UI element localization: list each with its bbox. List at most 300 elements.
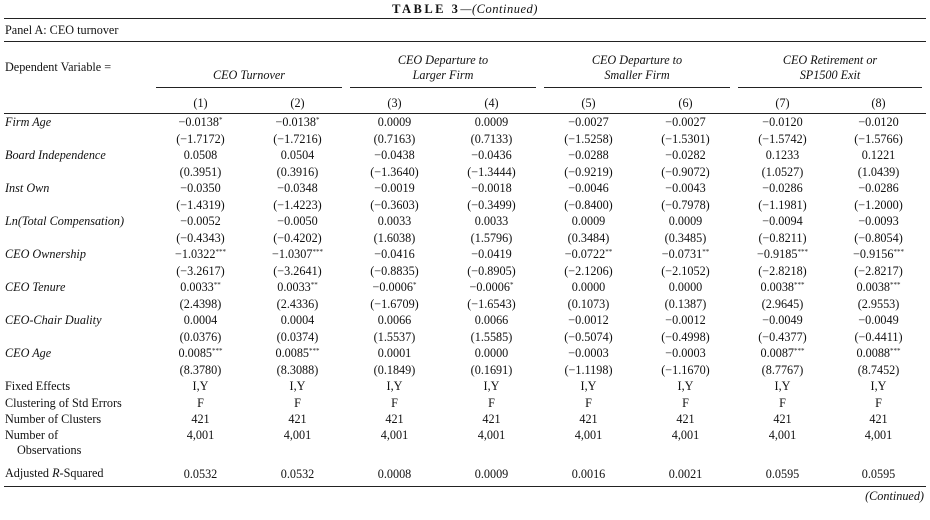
- stat-value: 421: [385, 412, 404, 426]
- coefficient-value: −0.0731: [661, 247, 703, 261]
- coefficient-cell: [637, 312, 734, 329]
- column-number: (7): [734, 93, 831, 114]
- coefficient-cell: [831, 147, 926, 164]
- coefficient-cell: [249, 279, 346, 296]
- stat-label-text: Number of Clusters: [5, 412, 102, 426]
- coefficient-cell: [249, 114, 346, 131]
- coefficient-value: 0.0033: [377, 214, 412, 228]
- stat-value: 421: [191, 412, 210, 426]
- stat-label-line-2: Observations: [17, 442, 82, 457]
- stat-value: F: [779, 395, 786, 410]
- t-statistic-cell: (−1.1981): [758, 197, 807, 212]
- coefficient-value: −0.0286: [762, 181, 803, 195]
- t-statistic-cell: (−0.4377): [758, 329, 807, 344]
- coefficient-cell: [346, 114, 443, 131]
- t-statistic-cell: (−0.3603): [370, 197, 419, 212]
- stat-value: F: [197, 395, 204, 410]
- table-body: [4, 114, 926, 487]
- coefficient-value: 0.0000: [668, 280, 703, 294]
- t-statistic-cell: (−0.5074): [564, 329, 613, 344]
- t-statistic-cell: (−2.8218): [758, 263, 807, 278]
- coefficient-cell: [637, 213, 734, 230]
- t-statistic-cell: (−1.5742): [758, 131, 807, 146]
- t-statistic-cell: (−1.7172): [176, 131, 225, 146]
- t-stat-blank: [4, 362, 152, 379]
- coefficient-cell: [831, 180, 926, 197]
- t-statistic-cell: (0.3916): [276, 164, 319, 179]
- stat-value: 4,001: [283, 427, 312, 442]
- coefficient-value: −0.9185: [757, 247, 798, 261]
- stat-value: I,Y: [580, 379, 597, 393]
- table-row: [4, 279, 926, 296]
- variable-name: CEO Ownership: [5, 247, 86, 261]
- t-stat-blank: [4, 197, 152, 214]
- coefficient-cell: [540, 345, 637, 362]
- column-group-line-2: Smaller Firm: [604, 68, 670, 82]
- coefficient-cell: [346, 213, 443, 230]
- stats-row: [4, 395, 926, 412]
- significance-stars: **: [213, 281, 221, 289]
- coefficient-value: −0.0438: [374, 148, 415, 162]
- t-statistic-cell: (−0.4998): [661, 329, 710, 344]
- variable-name: Inst Own: [5, 181, 50, 195]
- coefficient-cell: [540, 246, 637, 263]
- coefficient-cell: [443, 180, 540, 197]
- t-statistic-cell: (0.3484): [567, 230, 610, 245]
- stat-label-text: Adjusted: [5, 466, 50, 481]
- stat-value: 4,001: [671, 427, 700, 442]
- t-statistic-cell: (−0.8905): [467, 263, 516, 278]
- t-statistic-cell: (−2.1052): [661, 263, 710, 278]
- coefficient-cell: [734, 114, 831, 131]
- column-group-line-1: CEO Retirement or: [782, 53, 878, 67]
- t-statistic-cell: (−1.6709): [370, 296, 419, 311]
- coefficient-value: −0.0052: [180, 214, 221, 228]
- column-group-4: [734, 42, 926, 93]
- coefficient-value: 0.1233: [765, 148, 800, 162]
- table-row: [4, 246, 926, 263]
- coefficient-cell: [734, 213, 831, 230]
- stats-row: [4, 378, 926, 395]
- coefficient-cell: [637, 114, 734, 131]
- stat-value: F: [391, 395, 398, 410]
- coefficient-value: 0.0001: [377, 346, 412, 360]
- significance-stars: ***: [890, 347, 901, 355]
- stats-row: [4, 428, 926, 462]
- column-number: (2): [249, 93, 346, 114]
- coefficient-cell: [249, 147, 346, 164]
- t-statistic-cell: (2.9645): [761, 296, 804, 311]
- t-statistic-cell: (2.9553): [857, 296, 900, 311]
- column-number-blank: [4, 93, 152, 114]
- t-statistic-cell: (−0.8400): [564, 197, 613, 212]
- t-statistic-cell: (1.6038): [373, 230, 416, 245]
- coefficient-value: −1.0322: [175, 247, 216, 261]
- coefficient-value: −0.0012: [665, 313, 706, 327]
- column-group-1: [152, 42, 346, 93]
- coefficient-cell: [152, 345, 249, 362]
- coefficient-cell: [152, 114, 249, 131]
- stat-value: F: [682, 395, 689, 410]
- column-group-2: [346, 42, 540, 93]
- t-stat-blank: [4, 230, 152, 247]
- significance-stars: ***: [212, 347, 223, 355]
- coefficient-value: 0.0038: [856, 280, 891, 294]
- t-statistic-cell: (1.5537): [373, 329, 416, 344]
- column-group-label: [544, 53, 730, 88]
- coefficient-value: 0.0000: [571, 280, 606, 294]
- t-statistic-cell: (−1.4223): [273, 197, 322, 212]
- stat-value: F: [585, 395, 592, 410]
- t-statistic-cell: (−1.5258): [564, 131, 613, 146]
- coefficient-cell: [734, 246, 831, 263]
- t-statistic-cell: (8.7452): [857, 362, 900, 377]
- t-statistic-cell: (−0.8835): [370, 263, 419, 278]
- t-statistic-cell: (0.0374): [276, 329, 319, 344]
- column-group-line-2: SP1500 Exit: [799, 68, 861, 82]
- stat-value: I,Y: [677, 379, 694, 393]
- stat-value: 4,001: [186, 427, 215, 442]
- coefficient-value: −1.0307: [272, 247, 313, 261]
- table-row: [4, 213, 926, 230]
- coefficient-cell: [346, 180, 443, 197]
- coefficient-cell: [637, 180, 734, 197]
- column-number: (1): [152, 93, 249, 114]
- coefficient-value: 0.0038: [760, 280, 794, 294]
- column-number: (3): [346, 93, 443, 114]
- coefficient-value: −0.0027: [568, 115, 609, 129]
- coefficient-value: −0.0049: [858, 313, 899, 327]
- t-statistic-cell: (0.3485): [664, 230, 707, 245]
- coefficient-value: −0.0003: [665, 346, 706, 360]
- stat-value: 4,001: [380, 427, 409, 442]
- t-statistic-cell: (−0.8054): [854, 230, 903, 245]
- coefficient-cell: [443, 147, 540, 164]
- coefficient-value: 0.0504: [280, 148, 315, 162]
- t-statistic-cell: (−1.5301): [661, 131, 710, 146]
- t-statistic-cell: (−0.9072): [661, 164, 710, 179]
- t-statistic-cell: (−0.7978): [661, 197, 710, 212]
- coefficient-cell: [443, 312, 540, 329]
- coefficient-value: −0.0120: [858, 115, 899, 129]
- stat-value: I,Y: [483, 379, 500, 393]
- stat-value: 0.0532: [152, 462, 249, 487]
- stat-value: I,Y: [774, 379, 791, 393]
- t-statistic-cell: (−1.5766): [854, 131, 903, 146]
- significance-stars: **: [310, 281, 318, 289]
- column-number: (4): [443, 93, 540, 114]
- coefficient-value: 0.0004: [280, 313, 315, 327]
- table-row: [4, 180, 926, 197]
- variable-name: CEO Age: [5, 346, 52, 360]
- table-row: [4, 114, 926, 131]
- coefficient-value: 0.0009: [668, 214, 703, 228]
- t-statistic-cell: (−2.1206): [564, 263, 613, 278]
- coefficient-value: −0.0019: [374, 181, 415, 195]
- t-stat-blank: [4, 164, 152, 181]
- t-statistic-cell: (2.4336): [276, 296, 319, 311]
- coefficient-cell: [249, 180, 346, 197]
- coefficient-cell: [831, 279, 926, 296]
- significance-stars: ***: [794, 347, 805, 355]
- t-statistic-cell: (0.7133): [470, 131, 513, 146]
- variable-name: Ln(Total Compensation): [5, 214, 125, 228]
- stat-label: [4, 411, 152, 428]
- column-number-row: [4, 93, 926, 114]
- coefficient-cell: [152, 246, 249, 263]
- t-statistic-cell: (8.3780): [179, 362, 222, 377]
- t-statistic-cell: (0.1387): [664, 296, 707, 311]
- coefficient-value: 0.0009: [474, 115, 509, 129]
- coefficient-value: −0.0416: [374, 247, 415, 261]
- continued-note: (Continued): [865, 488, 924, 503]
- coefficient-cell: [346, 246, 443, 263]
- t-statistic-cell: (8.7767): [761, 362, 804, 377]
- coefficient-value: 0.0009: [571, 214, 606, 228]
- table-row: [4, 362, 926, 379]
- t-statistic-cell: (−1.3444): [467, 164, 516, 179]
- dependent-variable-label: Dependent Variable =: [5, 60, 112, 74]
- coefficient-value: 0.0066: [377, 313, 412, 327]
- coefficient-value: 0.0085: [178, 346, 212, 360]
- coefficient-cell: [540, 147, 637, 164]
- coefficient-cell: [152, 213, 249, 230]
- coefficient-cell: [346, 147, 443, 164]
- coefficient-cell: [831, 213, 926, 230]
- coefficient-cell: [443, 345, 540, 362]
- t-statistic-cell: (0.1073): [567, 296, 610, 311]
- coefficient-value: −0.9156: [853, 247, 894, 261]
- stat-value: F: [875, 395, 882, 410]
- coefficient-cell: [734, 345, 831, 362]
- table-row: [4, 164, 926, 181]
- variable-name: CEO-Chair Duality: [5, 313, 102, 327]
- table-title-label: TABLE 3: [392, 2, 461, 16]
- coefficient-value: 0.0066: [474, 313, 509, 327]
- table-title: [4, 1, 926, 18]
- stat-value: 0.0021: [637, 462, 734, 487]
- stat-value: I,Y: [386, 379, 403, 393]
- stat-value: 421: [773, 412, 792, 426]
- significance-stars: **: [605, 248, 613, 256]
- significance-stars: ***: [215, 248, 226, 256]
- coefficient-value: 0.0085: [275, 346, 309, 360]
- t-statistic-cell: (−1.2000): [854, 197, 903, 212]
- coefficient-value: −0.0043: [665, 181, 706, 195]
- t-statistic-cell: (1.5585): [470, 329, 513, 344]
- stat-value: 421: [676, 412, 695, 426]
- coefficient-value: −0.0350: [180, 181, 221, 195]
- coefficient-value: 0.0033: [277, 280, 311, 294]
- stats-row: [4, 462, 926, 487]
- t-statistic-cell: (−0.4202): [273, 230, 322, 245]
- coefficient-cell: [734, 312, 831, 329]
- column-group-line-2: CEO Turnover: [212, 68, 286, 82]
- column-group-3: [540, 42, 734, 93]
- coefficient-value: −0.0138: [178, 115, 219, 129]
- coefficient-cell: [249, 345, 346, 362]
- t-statistic-cell: (−0.8211): [758, 230, 807, 245]
- table-row: [4, 296, 926, 313]
- stat-value: I,Y: [870, 379, 887, 393]
- stat-value: F: [488, 395, 495, 410]
- table-row: [4, 131, 926, 148]
- column-group-line-1: [160, 53, 338, 68]
- stat-value: 0.0008: [346, 462, 443, 487]
- coefficient-cell: [443, 279, 540, 296]
- variable-name: Board Independence: [5, 148, 106, 162]
- t-statistic-cell: (1.0439): [857, 164, 900, 179]
- coefficient-cell: [831, 246, 926, 263]
- stat-value: 4,001: [768, 427, 797, 442]
- table-row: [4, 329, 926, 346]
- coefficient-cell: [734, 147, 831, 164]
- coefficient-cell: [540, 180, 637, 197]
- coefficient-cell: [637, 279, 734, 296]
- coefficient-value: 0.0088: [856, 346, 891, 360]
- table-row: [4, 345, 926, 362]
- column-group-label: [156, 53, 342, 88]
- stat-value: 0.0009: [443, 462, 540, 487]
- coefficient-value: −0.0138: [275, 115, 316, 129]
- coefficient-cell: [734, 279, 831, 296]
- coefficient-value: 0.1221: [861, 148, 896, 162]
- coefficient-value: 0.0033: [180, 280, 214, 294]
- coefficient-value: −0.0348: [277, 181, 318, 195]
- t-statistic-cell: (0.1849): [373, 362, 416, 377]
- coefficient-cell: [540, 114, 637, 131]
- coefficient-value: 0.0009: [377, 115, 412, 129]
- stat-label: [4, 395, 152, 412]
- coefficient-cell: [540, 213, 637, 230]
- t-statistic-cell: (−0.9219): [564, 164, 613, 179]
- stat-label: [4, 462, 152, 487]
- coefficient-cell: [831, 114, 926, 131]
- stat-label: [4, 428, 152, 462]
- coefficient-cell: [152, 279, 249, 296]
- coefficient-cell: [443, 246, 540, 263]
- coefficient-value: −0.0006: [372, 280, 413, 294]
- t-statistic-cell: (−1.1670): [661, 362, 710, 377]
- stats-row: [4, 411, 926, 428]
- coefficient-value: −0.0093: [858, 214, 899, 228]
- stat-value: 4,001: [864, 427, 893, 442]
- t-statistic-cell: (−0.4411): [854, 329, 903, 344]
- coefficient-value: −0.0286: [858, 181, 899, 195]
- coefficient-cell: [637, 345, 734, 362]
- coefficient-cell: [346, 312, 443, 329]
- table-row: [4, 147, 926, 164]
- column-number: (8): [831, 93, 926, 114]
- coefficient-value: −0.0006: [469, 280, 510, 294]
- coefficient-value: −0.0282: [665, 148, 706, 162]
- coefficient-cell: [443, 213, 540, 230]
- t-stat-blank: [4, 131, 152, 148]
- page: [4, 1, 926, 520]
- stat-value: 0.0595: [734, 462, 831, 487]
- column-group-line-1: CEO Departure to: [591, 53, 683, 67]
- table-row: [4, 197, 926, 214]
- variable-name: CEO Tenure: [5, 280, 66, 294]
- t-statistic-cell: (1.5796): [470, 230, 513, 245]
- significance-stars: **: [702, 248, 710, 256]
- stat-value: 421: [869, 412, 888, 426]
- table-title-suffix: —(Continued): [460, 2, 538, 16]
- stat-value: 421: [482, 412, 501, 426]
- coefficient-value: −0.0012: [568, 313, 609, 327]
- stat-value: 0.0016: [540, 462, 637, 487]
- table-header: [4, 42, 926, 114]
- coefficient-cell: [540, 279, 637, 296]
- significance-stars: ***: [893, 248, 904, 256]
- t-statistic-cell: (0.1691): [470, 362, 513, 377]
- column-number: (5): [540, 93, 637, 114]
- stat-value: 4,001: [574, 427, 603, 442]
- coefficient-value: 0.0508: [183, 148, 218, 162]
- t-statistic-cell: (−1.1198): [564, 362, 613, 377]
- stat-value: 421: [579, 412, 598, 426]
- coefficient-value: 0.0033: [474, 214, 509, 228]
- panel-title: Panel A: CEO turnover: [5, 23, 119, 37]
- significance-stars: ***: [309, 347, 320, 355]
- table-row: [4, 312, 926, 329]
- variable-name: Firm Age: [5, 115, 52, 129]
- significance-stars: *: [509, 281, 514, 289]
- stat-value: 4,001: [477, 427, 506, 442]
- t-statistic-cell: (0.7163): [373, 131, 416, 146]
- coefficient-value: −0.0094: [762, 214, 803, 228]
- coefficient-cell: [249, 213, 346, 230]
- stat-value: I,Y: [289, 379, 306, 393]
- coefficient-cell: [346, 279, 443, 296]
- column-group-label: [350, 53, 536, 88]
- column-number: (6): [637, 93, 734, 114]
- coefficient-cell: [637, 246, 734, 263]
- stat-value: 0.0595: [831, 462, 926, 487]
- stat-label-text: Fixed Effects: [5, 379, 71, 393]
- significance-stars: ***: [312, 248, 323, 256]
- coefficient-cell: [637, 147, 734, 164]
- coefficient-cell: [249, 246, 346, 263]
- table-row: [4, 263, 926, 280]
- t-statistic-cell: (8.3088): [276, 362, 319, 377]
- t-statistic-cell: (−1.6543): [467, 296, 516, 311]
- t-statistic-cell: (2.4398): [179, 296, 222, 311]
- regression-table: [4, 42, 926, 487]
- t-stat-blank: [4, 263, 152, 280]
- stat-label-text: Clustering of Std Errors: [5, 395, 122, 410]
- stat-label-tail: -Squared: [59, 466, 104, 481]
- coefficient-value: −0.0046: [568, 181, 609, 195]
- significance-stars: ***: [890, 281, 901, 289]
- coefficient-value: −0.0003: [568, 346, 609, 360]
- coefficient-value: −0.0436: [471, 148, 512, 162]
- significance-stars: ***: [794, 281, 805, 289]
- coefficient-value: 0.0087: [760, 346, 794, 360]
- table-row: [4, 230, 926, 247]
- header-row: [4, 42, 926, 93]
- t-statistic-cell: (0.3951): [179, 164, 222, 179]
- stat-value: 0.0532: [249, 462, 346, 487]
- t-statistic-cell: (−2.8217): [854, 263, 903, 278]
- column-group-line-1: CEO Departure to: [397, 53, 489, 67]
- significance-stars: ***: [797, 248, 808, 256]
- coefficient-value: 0.0004: [183, 313, 218, 327]
- t-statistic-cell: (−3.2617): [176, 263, 225, 278]
- coefficient-cell: [249, 312, 346, 329]
- stat-value: F: [294, 395, 301, 410]
- t-statistic-cell: (−1.3640): [370, 164, 419, 179]
